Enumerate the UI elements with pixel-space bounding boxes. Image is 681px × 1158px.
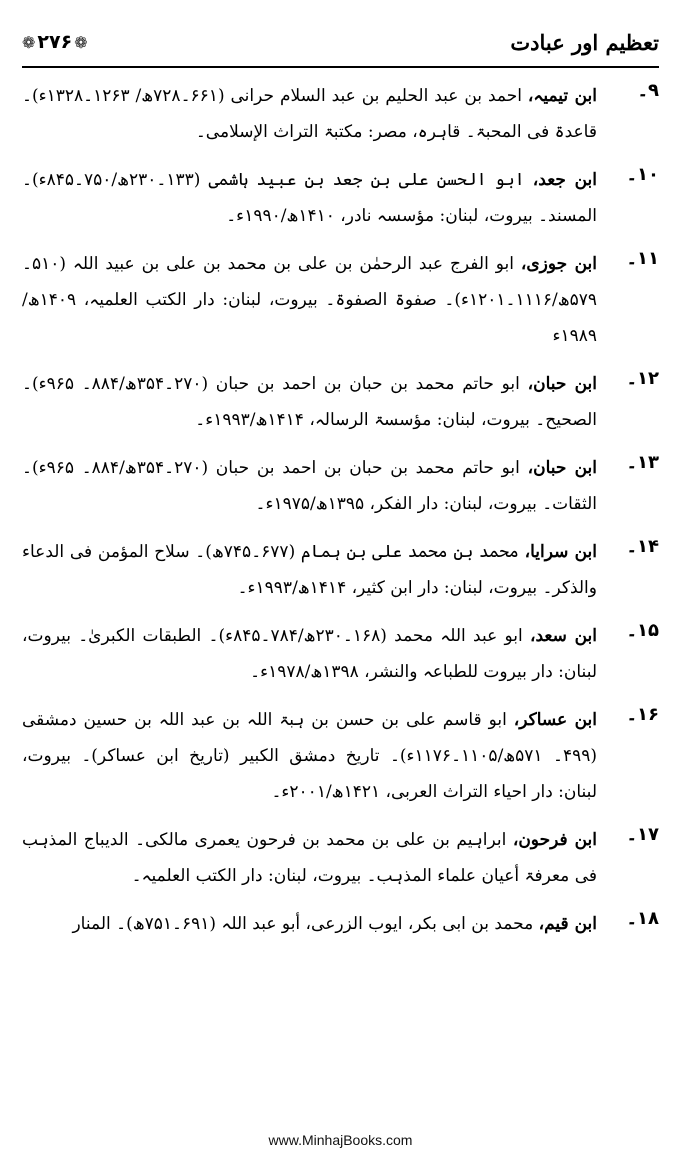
author-name: ابن حبان،: [527, 374, 598, 394]
header-rule: [22, 66, 659, 68]
entry-number: ۱۱۔: [626, 248, 659, 269]
author-name: ابن جعد،: [532, 170, 597, 190]
entry-text: [22, 618, 597, 690]
author-name: ابن جوزی،: [520, 254, 598, 274]
entry-body: ابو قاسم علی بن حسن بن ہبۃ اللہ بن عبد اللہ بن حسین دمشقی (۴۹۹۔ ۵۷۱ھ/۱۱۰۵۔۱۱۷۶ء)۔ تاریخ دمشق الکبیر (تاریخ ابن عساکر)۔ بیروت، لبنان: دار احیاء التراث العربی، ۱۴۲۱ھ/۲۰۰۱ء۔: [22, 710, 597, 802]
author-name: ابن فرحون،: [512, 830, 597, 850]
entry-body: ابراہیم بن علی بن محمد بن فرحون یعمری مالکی۔ الدیباج المذہب فی معرفۃ أعیان علماء المذہب۔ بیروت، لبنان: دار الکتب العلمیہ۔: [22, 830, 597, 886]
list-item: [22, 162, 659, 234]
entry-text: [22, 246, 597, 354]
entry-text: [22, 822, 597, 894]
list-item: [22, 450, 659, 522]
author-name: ابن حبان،: [527, 458, 598, 478]
page-number-value: ۲۷۶: [37, 31, 73, 53]
ornament-icon: ❁: [74, 32, 88, 52]
entry-body: ابو عبد اللہ محمد (۱۶۸۔۲۳۰ھ/۷۸۴۔۸۴۵ء)۔ الطبقات الکبریٰ۔ بیروت، لبنان: دار بیروت للطباعہ والنشر، ۱۳۹۸ھ/۱۹۷۸ء۔: [22, 626, 597, 682]
author-name: ابن تیمیہ،: [527, 86, 597, 106]
entry-body: محمد بن محمد علی بن ہمام (۶۷۷۔۷۴۵ھ)۔ سلاح المؤمن فی الدعاء والذکر۔ بیروت، لبنان: دار ابن کثیر، ۱۴۱۴ھ/۱۹۹۳ء۔: [22, 542, 597, 598]
list-item: [22, 366, 659, 438]
list-item: [22, 618, 659, 690]
list-item: [22, 906, 659, 942]
entry-number: ۱۰۔: [626, 164, 659, 185]
ornament-icon: ❁: [22, 32, 36, 52]
entry-text: [22, 702, 597, 810]
entry-text: [22, 78, 597, 150]
entry-body: ابو حاتم محمد بن حبان بن احمد بن حبان (۲۷۰۔۳۵۴ھ/۸۸۴۔ ۹۶۵ء)۔ الثقات۔ بیروت، لبنان: دار الفکر، ۱۳۹۵ھ/۱۹۷۵ء۔: [22, 458, 597, 514]
entry-body: ابو حاتم محمد بن حبان بن احمد بن حبان (۲۷۰۔۳۵۴ھ/۸۸۴۔ ۹۶۵ء)۔ الصحیح۔ بیروت، لبنان: مؤسسۃ الرسالہ، ۱۴۱۴ھ/۱۹۹۳ء۔: [22, 374, 597, 430]
footer-url: www.MinhajBooks.com: [268, 1132, 413, 1148]
entry-number: ۱۸۔: [626, 908, 659, 929]
bibliography-list: [22, 78, 659, 954]
author-name: ابن سرایا،: [524, 542, 598, 562]
list-item: [22, 246, 659, 354]
author-name: ابن عساکر،: [513, 710, 598, 730]
entry-text: [22, 162, 597, 234]
page-header: [22, 20, 659, 64]
list-item: [22, 702, 659, 810]
entry-text: [22, 534, 597, 606]
entry-number: ۱۲۔: [626, 368, 659, 389]
entry-number: ۹۔: [637, 80, 659, 101]
entry-body: ابو الفرج عبد الرحمٰن بن علی بن محمد بن علی بن عبید اللہ (۵۱۰۔ ۵۷۹ھ/۱۱۱۶۔۱۲۰۱ء)۔ صفوۃ الصفوۃ۔ بیروت، لبنان: دار الکتب العلمیہ، ۱۴۰۹ھ/۱۹۸۹ء: [22, 254, 597, 346]
entry-text: [22, 450, 597, 522]
author-name: ابن سعد،: [529, 626, 597, 646]
author-name: ابن قیم،: [538, 914, 597, 934]
entry-number: ۱۷۔: [626, 824, 659, 845]
entry-body: محمد بن ابی بکر، ایوب الزرعی، أبو عبد اللہ (۶۹۱۔۷۵۱ھ)۔ المنار: [72, 914, 539, 934]
page-number: [22, 31, 88, 53]
list-item: [22, 78, 659, 150]
entry-number: ۱۶۔: [626, 704, 659, 725]
entry-number: ۱۴۔: [626, 536, 659, 557]
entry-number: ۱۵۔: [626, 620, 659, 641]
entry-text: [22, 366, 597, 438]
running-title: تعظیم اور عبادت: [510, 29, 659, 55]
list-item: [22, 822, 659, 894]
entry-text: [22, 906, 597, 942]
list-item: [22, 534, 659, 606]
entry-number: ۱۳۔: [626, 452, 659, 473]
entry-body: احمد بن عبد الحلیم بن عبد السلام حرانی (۶۶۱۔۷۲۸ھ/ ۱۲۶۳۔۱۳۲۸ء)۔ قاعدۃ فی المحبۃ۔ قاہرہ، مصر: مکتبۃ التراث الإسلامی۔: [22, 86, 597, 142]
entry-body: ابو الحسن علی بن جعد بن عبید ہاشمی (۱۳۳۔۲۳۰ھ/۷۵۰۔۸۴۵ء)۔ المسند۔ بیروت، لبنان: مؤسسہ نادر، ۱۴۱۰ھ/۱۹۹۰ء۔: [22, 170, 597, 226]
